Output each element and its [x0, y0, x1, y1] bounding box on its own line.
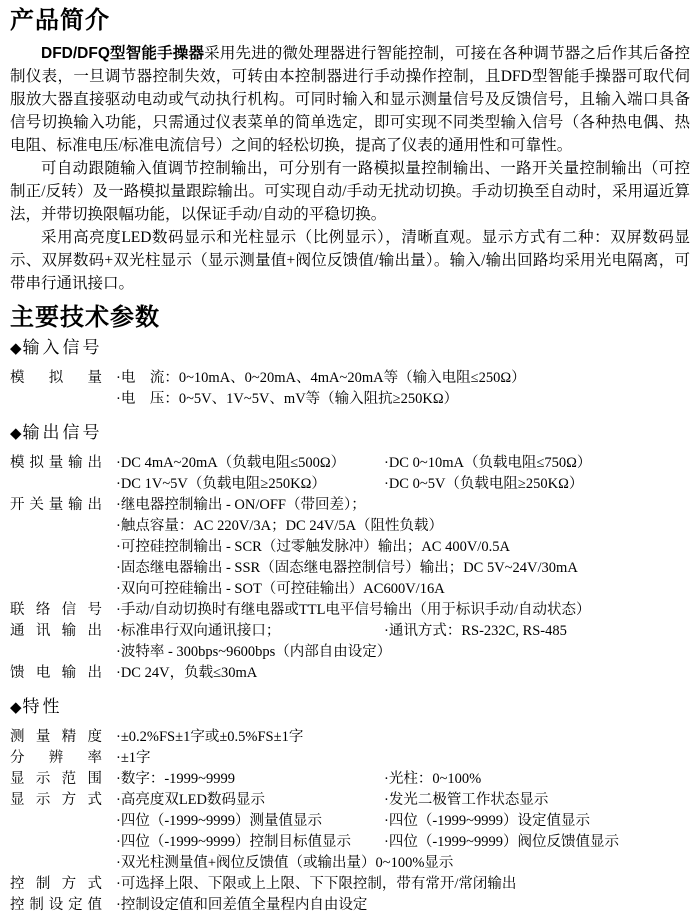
spec-lines	[116, 874, 690, 895]
spec-line	[116, 389, 690, 410]
spec-line	[116, 495, 690, 516]
spec-text: ·高亮度双LED数码显示	[116, 792, 266, 808]
subsection-title-text: 特性	[22, 697, 63, 716]
spec-text: ·±1字	[116, 750, 151, 766]
spec-text: ·继电器控制输出 - ON/OFF（带回差）；	[116, 497, 366, 513]
subsection-title	[10, 696, 690, 719]
spec-text: ·波特率 - 300bps~9600bps（内部自由设定）	[116, 644, 392, 660]
diamond-icon: ◆	[10, 700, 22, 716]
intro-paragraph-text: 采用先进的微处理器进行智能控制，可接在各种调节器之后作其后备控制仪表，一旦调节器控制失效，可转由本控制器进行手动操作控制，且DFD型智能手操器可取代伺服放大器直接驱动电动或气动执行机构。可同时输入和显示测量信号及反馈信号，且输入端口具备信号切换输入功能，只需通过仪表菜单的简单选定，即可实现不同类型输入信号（各种热电偶、热电阻、标准电压/标准电流信号）之间的轻松切换，提高了仪表的通用性和可靠性。	[10, 45, 690, 154]
spec-lines	[116, 895, 690, 916]
spec-row	[10, 769, 690, 790]
spec-label: 测量精度	[10, 729, 102, 745]
spec-row	[10, 790, 690, 874]
spec-text: ·双向可控硅输出 - SOT（可控硅输出）AC600V/16A	[116, 581, 445, 597]
spec-text: ·四位（-1999~9999）控制目标值显示	[116, 834, 352, 850]
spec-line	[116, 727, 690, 748]
spec-text: ·通讯方式：RS-232C, RS-485	[384, 623, 567, 639]
spec-text: ·双光柱测量值+阀位反馈值（或输出量）0~100%显示	[116, 855, 454, 871]
spec-text: ·固态继电器输出 - SSR（固态继电器控制信号）输出；DC 5V~24V/30mA	[116, 560, 578, 576]
intro-paragraph-text: 可自动跟随输入值调节控制输出，可分别有一路模拟量控制输出、一路开关量控制输出（可控制正/反转）及一路模拟量跟踪输出。可实现自动/手动无扰动切换。手动切换至自动时，采用逼近算法，并带切换限幅功能，以保证手动/自动的平稳切换。	[10, 160, 690, 223]
spec-text: ·可控硅控制输出 - SCR（过零触发脉冲）输出；AC 400V/0.5A	[116, 539, 510, 555]
spec-lines	[116, 748, 690, 769]
spec-line	[116, 600, 690, 621]
spec-line	[116, 368, 690, 389]
spec-text: ·±0.2%FS±1字或±0.5%FS±1字	[116, 729, 304, 745]
spec-text: ·DC 0~5V（负载电阻≥250KΩ）	[384, 476, 584, 492]
intro-paragraph	[10, 42, 690, 157]
spec-text: ·手动/自动切换时有继电器或TTL电平信号输出（用于标识手动/自动状态）	[116, 602, 591, 618]
spec-line	[116, 874, 690, 895]
spec-text: ·电 流：0~10mA、0~20mA、4mA~20mA等（输入电阻≤250Ω）	[116, 370, 526, 386]
spec-row	[10, 895, 690, 916]
product-name-lead: DFD/DFQ型智能手操器	[41, 45, 205, 62]
spec-text: ·四位（-1999~9999）设定值显示	[384, 813, 591, 829]
intro-section	[10, 42, 690, 295]
spec-text: ·数字：-1999~9999	[116, 771, 236, 787]
specs-title: 主要技术参数	[10, 304, 160, 331]
spec-text: ·四位（-1999~9999）阀位反馈值显示	[384, 834, 620, 850]
spec-line	[116, 516, 690, 537]
spec-row	[10, 453, 690, 495]
spec-line	[116, 537, 690, 558]
page-title: 产品简介	[10, 7, 110, 34]
intro-paragraph	[10, 226, 690, 295]
spec-lines	[116, 727, 690, 748]
spec-lines	[116, 368, 690, 410]
spec-lines	[116, 621, 690, 663]
spec-line	[116, 621, 690, 642]
subsection-title-text: 输入信号	[22, 338, 103, 357]
spec-text: ·DC 0~10mA（负载电阻≤750Ω）	[384, 455, 592, 471]
subsection	[10, 422, 690, 684]
spec-line	[116, 853, 690, 874]
spec-label: 分辨率	[10, 750, 102, 766]
spec-label: 开关量输出	[10, 497, 102, 513]
spec-label: 馈电输出	[10, 665, 102, 681]
subsection	[10, 337, 690, 410]
spec-row	[10, 621, 690, 663]
spec-row	[10, 748, 690, 769]
spec-text: ·电 压：0~5V、1V~5V、mV等（输入阻抗≥250KΩ）	[116, 391, 459, 407]
spec-label: 控制设定值	[10, 897, 102, 913]
subsection-title	[10, 337, 690, 360]
spec-line	[116, 453, 690, 474]
spec-text: ·可选择上限、下限或上上限、下下限控制，带有常开/常闭输出	[116, 876, 517, 892]
spec-text: ·DC 4mA~20mA（负载电阻≤500Ω）	[116, 455, 346, 471]
spec-row	[10, 663, 690, 684]
spec-text: ·四位（-1999~9999）测量值显示	[116, 813, 323, 829]
spec-line	[116, 895, 690, 916]
spec-label: 模拟量	[10, 370, 102, 386]
spec-text: ·DC 24V，负载≤30mA	[116, 665, 258, 681]
subsection-title	[10, 422, 690, 445]
spec-label: 控制方式	[10, 876, 102, 892]
specs-subsections	[10, 337, 690, 916]
spec-text: ·触点容量：AC 220V/3A；DC 24V/5A（阻性负载）	[116, 518, 444, 534]
spec-label: 模拟量输出	[10, 455, 102, 471]
spec-text: ·光柱：0~100%	[384, 771, 482, 787]
spec-row	[10, 727, 690, 748]
intro-paragraph	[10, 157, 690, 226]
spec-lines	[116, 495, 690, 600]
spec-line	[116, 811, 690, 832]
spec-line	[116, 558, 690, 579]
subsection-title-text: 输出信号	[22, 423, 103, 442]
spec-line	[116, 579, 690, 600]
spec-lines	[116, 600, 690, 621]
spec-row	[10, 495, 690, 600]
spec-line	[116, 642, 690, 663]
spec-line	[116, 790, 690, 811]
spec-text: ·DC 1V~5V（负载电阻≥250KΩ）	[116, 476, 326, 492]
spec-label: 联络信号	[10, 602, 102, 618]
diamond-icon: ◆	[10, 341, 22, 357]
spec-label: 显示方式	[10, 792, 102, 808]
subsection	[10, 696, 690, 916]
spec-lines	[116, 769, 690, 790]
spec-text: ·发光二极管工作状态显示	[384, 792, 549, 808]
spec-label: 显示范围	[10, 771, 102, 787]
spec-lines	[116, 663, 690, 684]
spec-row	[10, 600, 690, 621]
diamond-icon: ◆	[10, 426, 22, 442]
spec-lines	[116, 453, 690, 495]
spec-line	[116, 474, 690, 495]
intro-paragraph-text: 采用高亮度LED数码显示和光柱显示（比例显示），清晰直观。显示方式有二种：双屏数码显示、双屏数码+双光柱显示（显示测量值+阀位反馈值/输出量）。输入/输出回路均采用光电隔离，可带串行通讯接口。	[10, 229, 690, 292]
spec-text: ·标准串行双向通讯接口；	[116, 623, 281, 639]
spec-line	[116, 769, 690, 790]
spec-label: 通讯输出	[10, 623, 102, 639]
spec-lines	[116, 790, 690, 874]
spec-row	[10, 368, 690, 410]
spec-text: ·控制设定值和回差值全量程内自由设定	[116, 897, 368, 913]
spec-line	[116, 832, 690, 853]
spec-line	[116, 663, 690, 684]
spec-row	[10, 874, 690, 895]
spec-line	[116, 748, 690, 769]
